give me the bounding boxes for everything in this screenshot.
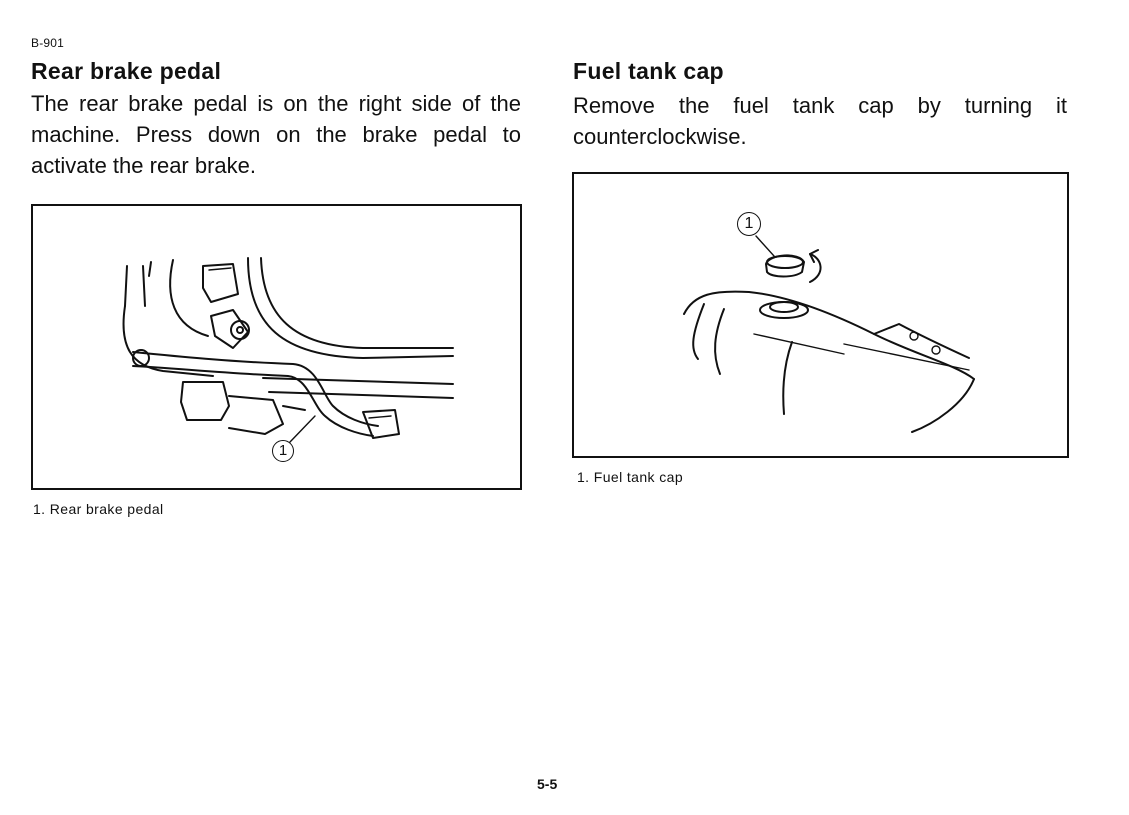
fuel-tank-cap-figure — [572, 172, 1069, 458]
rear-brake-pedal-paragraph: The rear brake pedal is on the right side of the machine. Press down on the brake pedal to activate the rear brake. — [31, 91, 521, 178]
rear-brake-pedal-callout: 1 — [272, 440, 294, 462]
page-number: 5-5 — [537, 776, 558, 792]
fuel-tank-cap-paragraph: Remove the fuel tank cap by turning it counterclockwise. — [573, 93, 1067, 149]
document-code: B-901 — [31, 36, 65, 50]
rear-brake-pedal-caption: 1. Rear brake pedal — [33, 501, 164, 517]
fuel-tank-cap-heading: Fuel tank cap — [573, 58, 724, 84]
fuel-tank-cap-caption: 1. Fuel tank cap — [577, 469, 684, 485]
rear-brake-pedal-figure — [31, 204, 522, 490]
fuel-tank-cap-callout: 1 — [737, 212, 761, 236]
rear-brake-pedal-heading: Rear brake pedal — [31, 58, 222, 84]
fuel-tank-cap-illustration — [574, 174, 1067, 456]
